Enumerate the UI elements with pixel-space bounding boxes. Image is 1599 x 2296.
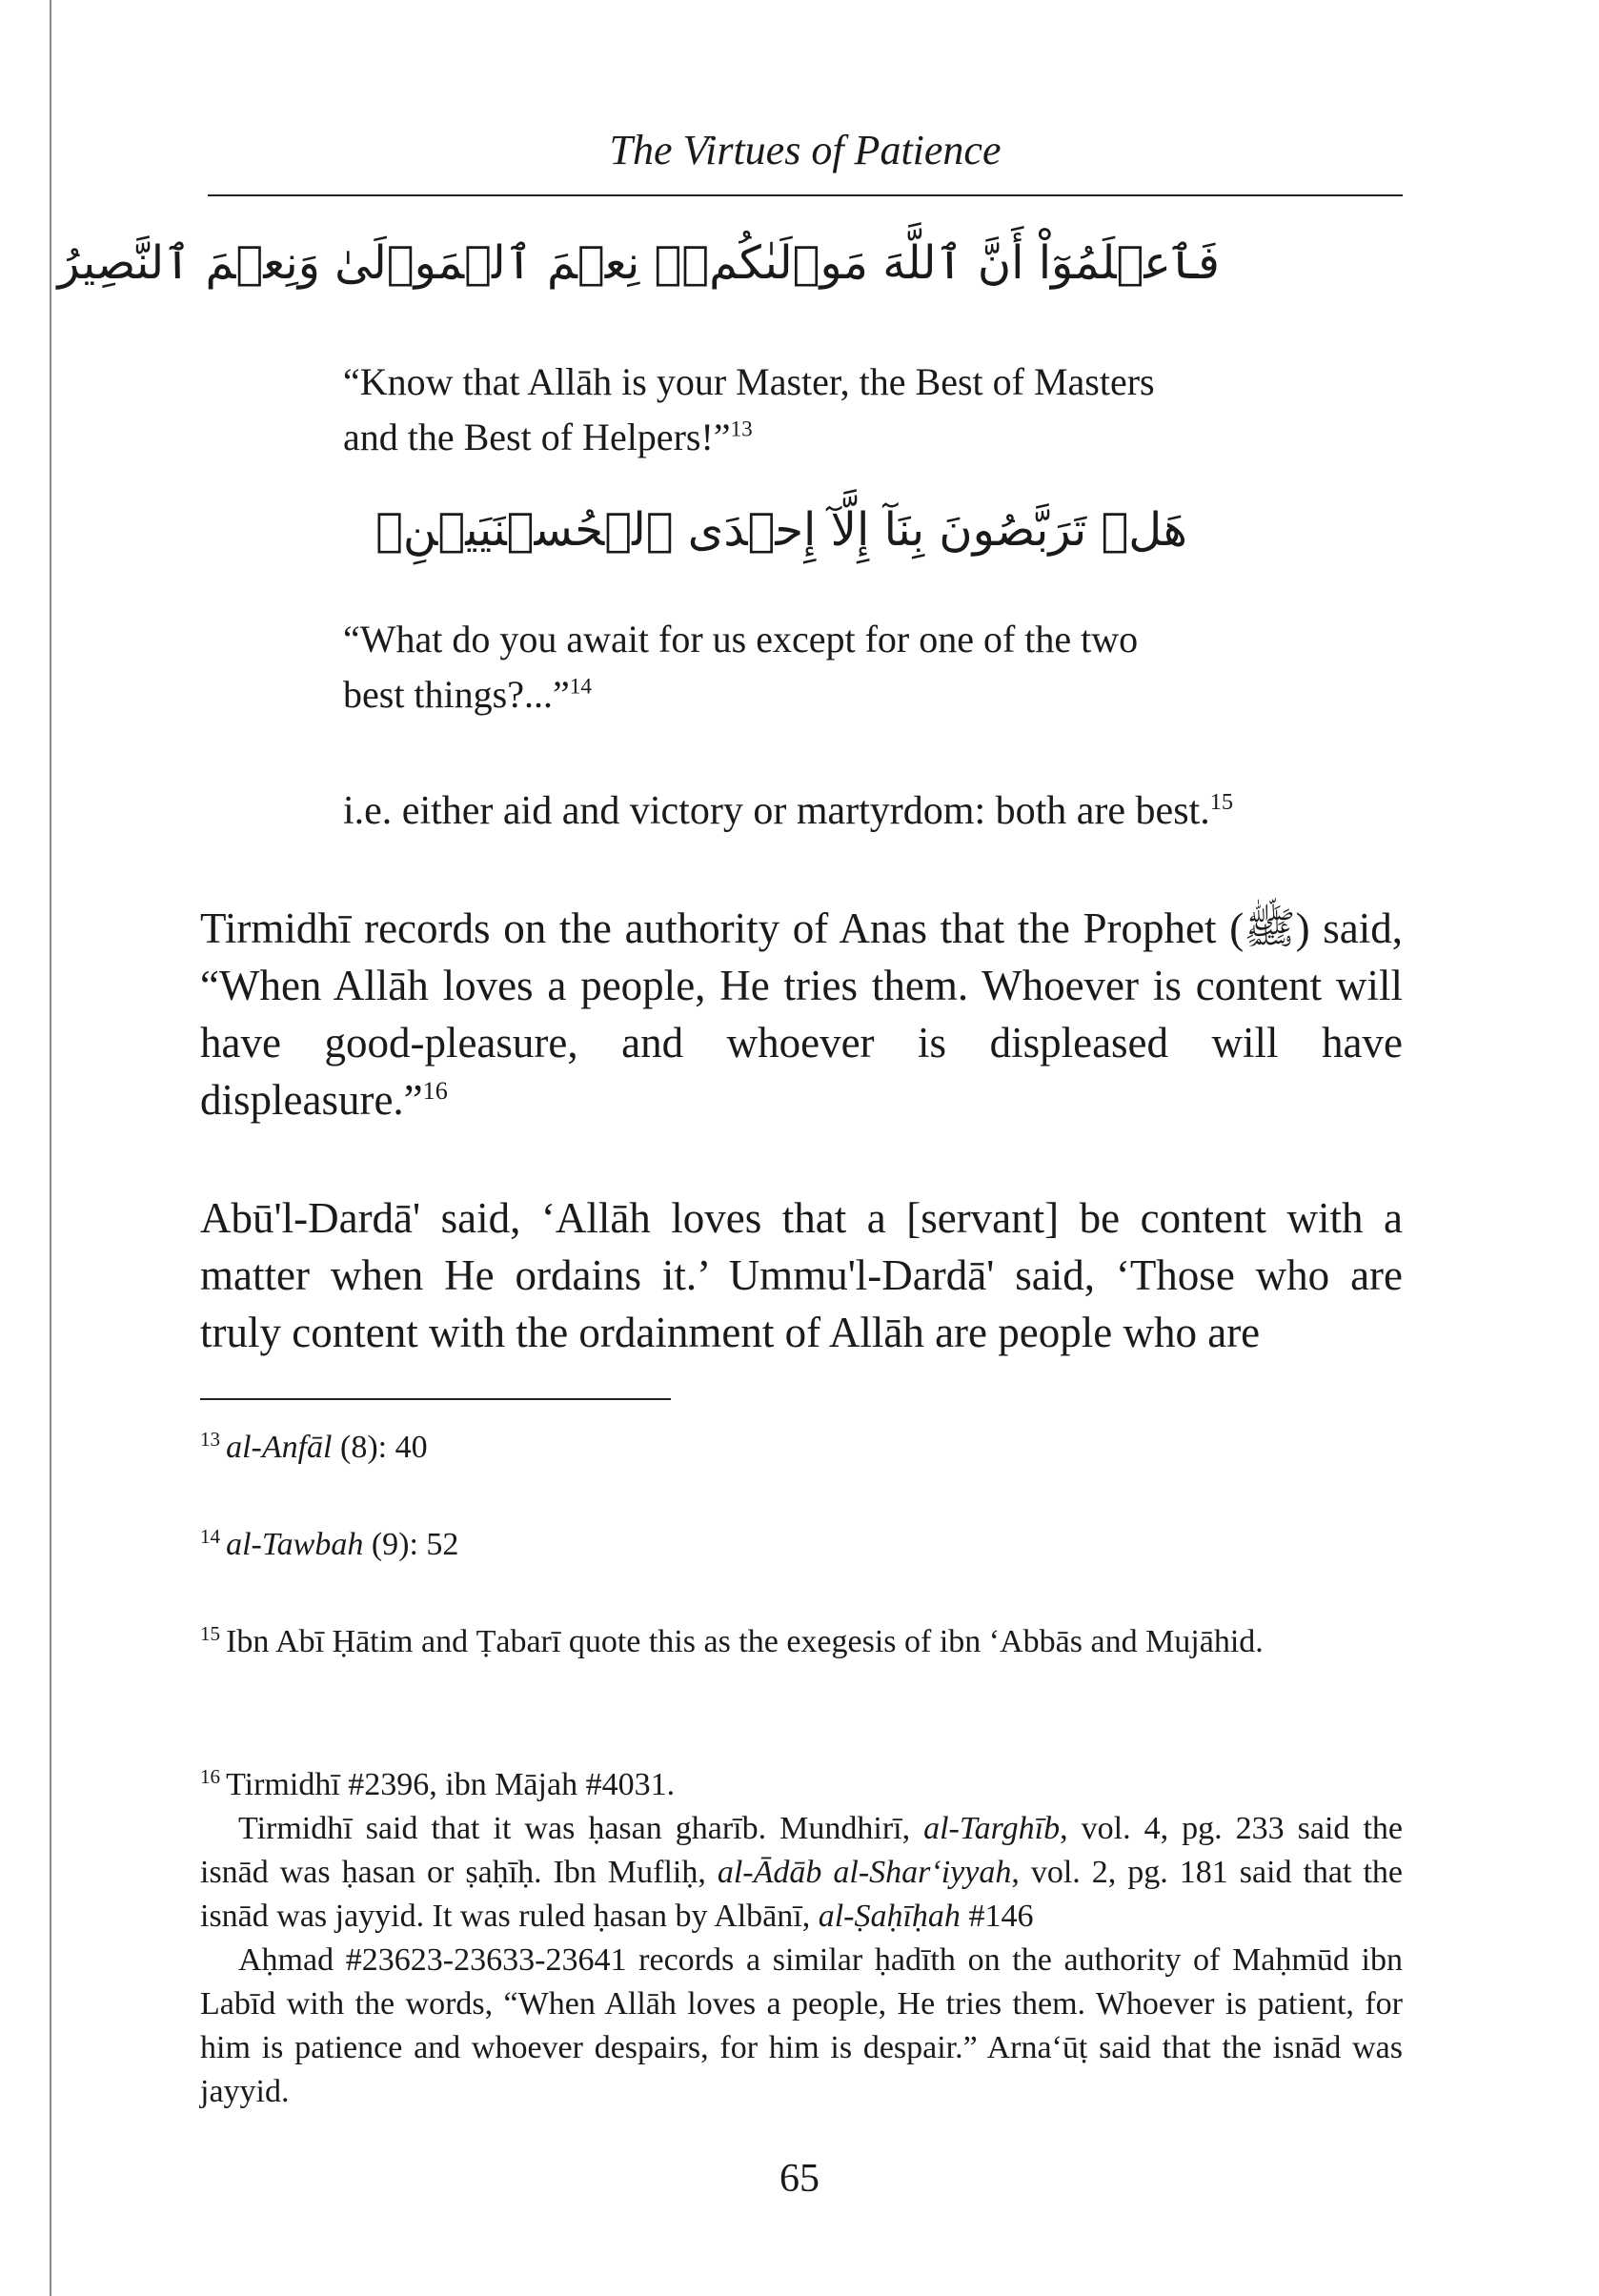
footnote-ref-15: 15 <box>1209 789 1234 815</box>
footnote-ref-14: 14 <box>569 674 592 700</box>
verse-1-translation-line1: “Know that Allāh is your Master, the Best of Masters <box>343 360 1155 403</box>
footnote-16-para-1-g: #146 <box>960 1899 1034 1934</box>
page-number: 65 <box>779 2157 820 2201</box>
footnote-13-source: al-Anfāl <box>226 1430 333 1465</box>
paragraph-abu-darda: Abū'l-Dardā' said, ‘Allāh loves that a [servant] be content with a matter when He ordains it.’ Ummu'l-Dardā' said, ‘Those who are truly content with the ordainment of Allāh are people who are <box>200 1194 1403 1356</box>
footnote-14-number: 14 <box>200 1524 221 1548</box>
footnote-14 <box>200 1523 1403 1567</box>
explanation-text: i.e. either aid and victory or martyrdom: both are best. <box>343 789 1210 833</box>
verse-2-translation-line2-text: best things?...” <box>343 673 570 716</box>
explanation-line <box>343 783 1391 839</box>
footnote-15 <box>200 1620 1403 1664</box>
header-rule <box>208 194 1403 196</box>
footnote-16 <box>200 1763 1403 2114</box>
footnote-16-title-sahihah: al-Ṣaḥīḥah <box>818 1899 961 1934</box>
paragraph-tirmidhi-text: Tirmidhī records on the authority of Anas that the Prophet (ﷺ) said, “When Allāh loves a people, He tries them. Whoever is content will have good-pleasure, and whoever is displeased will have displeasure.” <box>200 904 1403 1124</box>
arabic-verse-2: هَلۡ تَرَبَّصُونَ بِنَآ إِلَّآ إِحۡدَى ٱلۡحُسۡنَيَيۡنِۖ <box>375 503 1187 557</box>
verse-2-translation <box>343 612 1277 722</box>
footnote-16-para-1 <box>200 1807 1403 1939</box>
footnote-ref-16: 16 <box>422 1077 448 1105</box>
footnote-16-title-adab: al-Ādāb al-Shar‘iyyah <box>717 1855 1012 1890</box>
footnote-15-number: 15 <box>200 1621 221 1645</box>
verse-2-translation-line2 <box>343 667 1277 722</box>
verse-2-translation-line1: “What do you await for us except for one of the two <box>343 618 1139 660</box>
footnote-14-source: al-Tawbah <box>226 1527 364 1562</box>
footnote-16-citation: Tirmidhī #2396, ibn Mājah #4031. <box>226 1767 676 1802</box>
verse-1-translation-line2-text: and the Best of Helpers!” <box>343 416 731 458</box>
footnote-16-para-2: Aḥmad #23623-23633-23641 records a similar ḥadīth on the authority of Maḥmūd ibn Labīd with the words, “When Allāh loves a people, He tries them. Whoever is patient, for him is patience and whoever despairs, for him is despair.” Arna‘ūṭ said that the isnād was jayyid. <box>200 1942 1403 2109</box>
footnote-13-number: 13 <box>200 1427 221 1451</box>
footnote-16-para-1-c: , vol. 4, pg. 233 said the isnād was ḥasan or ṣaḥīḥ. Ibn Mufliḥ, <box>200 1811 1403 1890</box>
verse-1-translation-line2 <box>343 410 1277 465</box>
running-head: The Virtues of Patience <box>609 127 1002 173</box>
footnote-16-line <box>200 1763 1403 1807</box>
footnote-14-ref: (9): 52 <box>371 1527 459 1562</box>
footnote-16-para-1-e: , vol. 2, pg. 181 said that the isnād was jayyid. It was ruled ḥasan by Albānī, <box>200 1855 1403 1934</box>
footnote-13 <box>200 1426 1403 1470</box>
verse-1-translation <box>343 355 1277 465</box>
footnote-16-title-targhib: al-Targhīb <box>923 1811 1061 1846</box>
arabic-verse-1: فَٱعۡلَمُوٓاْ أَنَّ ٱللَّهَ مَوۡلَىٰكُمۡۚ نِعۡمَ ٱلۡمَوۡلَىٰ وَنِعۡمَ ٱلنَّصِيرُ <box>57 236 1220 290</box>
footnote-13-ref: (8): 40 <box>340 1430 428 1465</box>
page-binding-edge <box>50 0 51 2296</box>
footnote-separator <box>200 1398 671 1400</box>
footnote-15-text: Ibn Abī Ḥātim and Ṭabarī quote this as the exegesis of ibn ‘Abbās and Mujāhid. <box>226 1624 1264 1659</box>
footnote-16-number: 16 <box>200 1764 221 1788</box>
paragraph-tirmidhi <box>200 900 1403 1128</box>
footnote-16-para-1-a: Tirmidhī said that it was ḥasan gharīb. Mundhirī, <box>238 1811 924 1846</box>
footnote-ref-13: 13 <box>730 417 753 442</box>
